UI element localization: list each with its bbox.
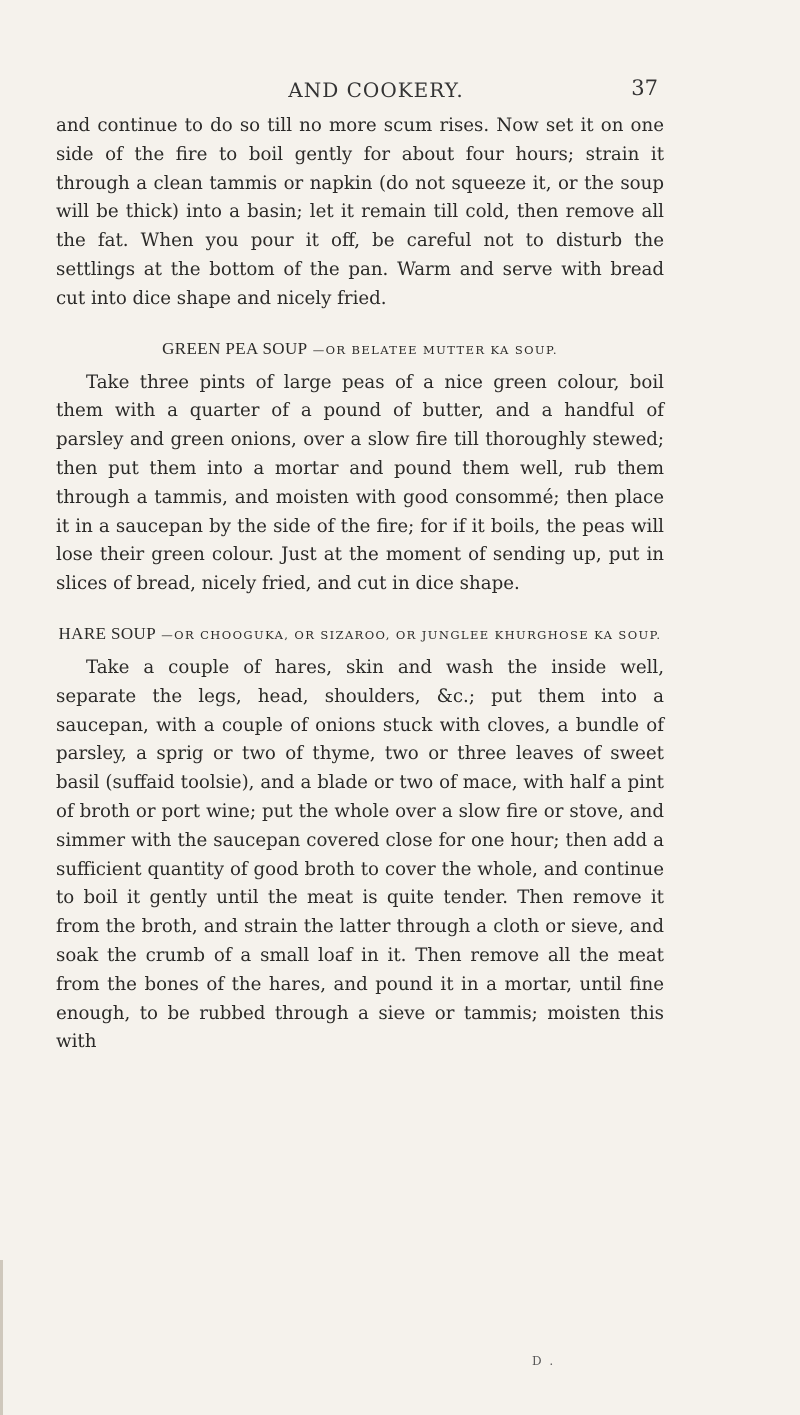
page-header	[0, 78, 800, 112]
page-content	[56, 112, 664, 1057]
hare-soup-recipe: Take a couple of hares, skin and wash the inside well, separate the legs, head, shoulders, &c.; put them into a saucepan, with a couple of onions stuck with cloves, a bundle of parsley, a sprig or two of thyme, two or three leaves of sweet basil (suffaid toolsie), and a blade or two of mace, with half a pint of broth or port wine; put the whole over a slow fire or stove, and simmer with the saucepan covered close for one hour; then add a sufficient quantity of good broth to cover the whole, and continue to boil it gently until the meat is quite tender. Then remove it from the broth, and strain the latter through a cloth or sieve, and soak the crumb of a small loaf in it. Then remove all the meat from the bones of the hares, and pound it in a mortar, until fine enough, to be rubbed through a sieve or tammis; moisten this with	[56, 656, 664, 1053]
signature-mark: D .	[532, 1354, 556, 1368]
green-pea-soup-title: GREEN PEA SOUP	[162, 338, 308, 358]
running-head: AND COOKERY.	[288, 78, 464, 102]
green-pea-soup-subtitle: —OR BELATEE MUTTER KA SOUP.	[312, 342, 558, 357]
green-pea-soup-recipe: Take three pints of large peas of a nice green colour, boil them with a quarter of a pound of butter, and a handful of parsley and green onions, over a slow fire till thoroughly stewed; then put them into a mortar and pound them well, rub them through a tammis, and moisten with good consommé; then place it in a saucepan by the side of the fire; for if it boils, the peas will lose their green colour. Just at the moment of sending up, put in slices of bread, nicely fried, and cut in dice shape.	[56, 371, 664, 595]
continued-paragraph: and continue to do so till no more scum rises. Now set it on one side of the fire to boil gently for about four hours; strain it through a clean tammis or napkin (do not squeeze it, or the soup will be thick) into a basin; let it remain till cold, then remove all the fat. When you pour it off, be careful not to disturb the settlings at the bottom of the pan. Warm and serve with bread cut into dice shape and nicely fried.	[56, 115, 664, 309]
green-pea-soup-heading	[56, 338, 664, 361]
hare-soup-heading	[56, 623, 664, 646]
page-number: 37	[631, 76, 658, 100]
hare-soup-subtitle: —OR CHOOGUKA, OR SIZAROO, OR JUNGLEE KHURGHOSE KA SOUP.	[161, 627, 662, 642]
hare-soup-title: HARE SOUP	[58, 623, 157, 643]
page-edge-mark	[0, 1260, 3, 1415]
